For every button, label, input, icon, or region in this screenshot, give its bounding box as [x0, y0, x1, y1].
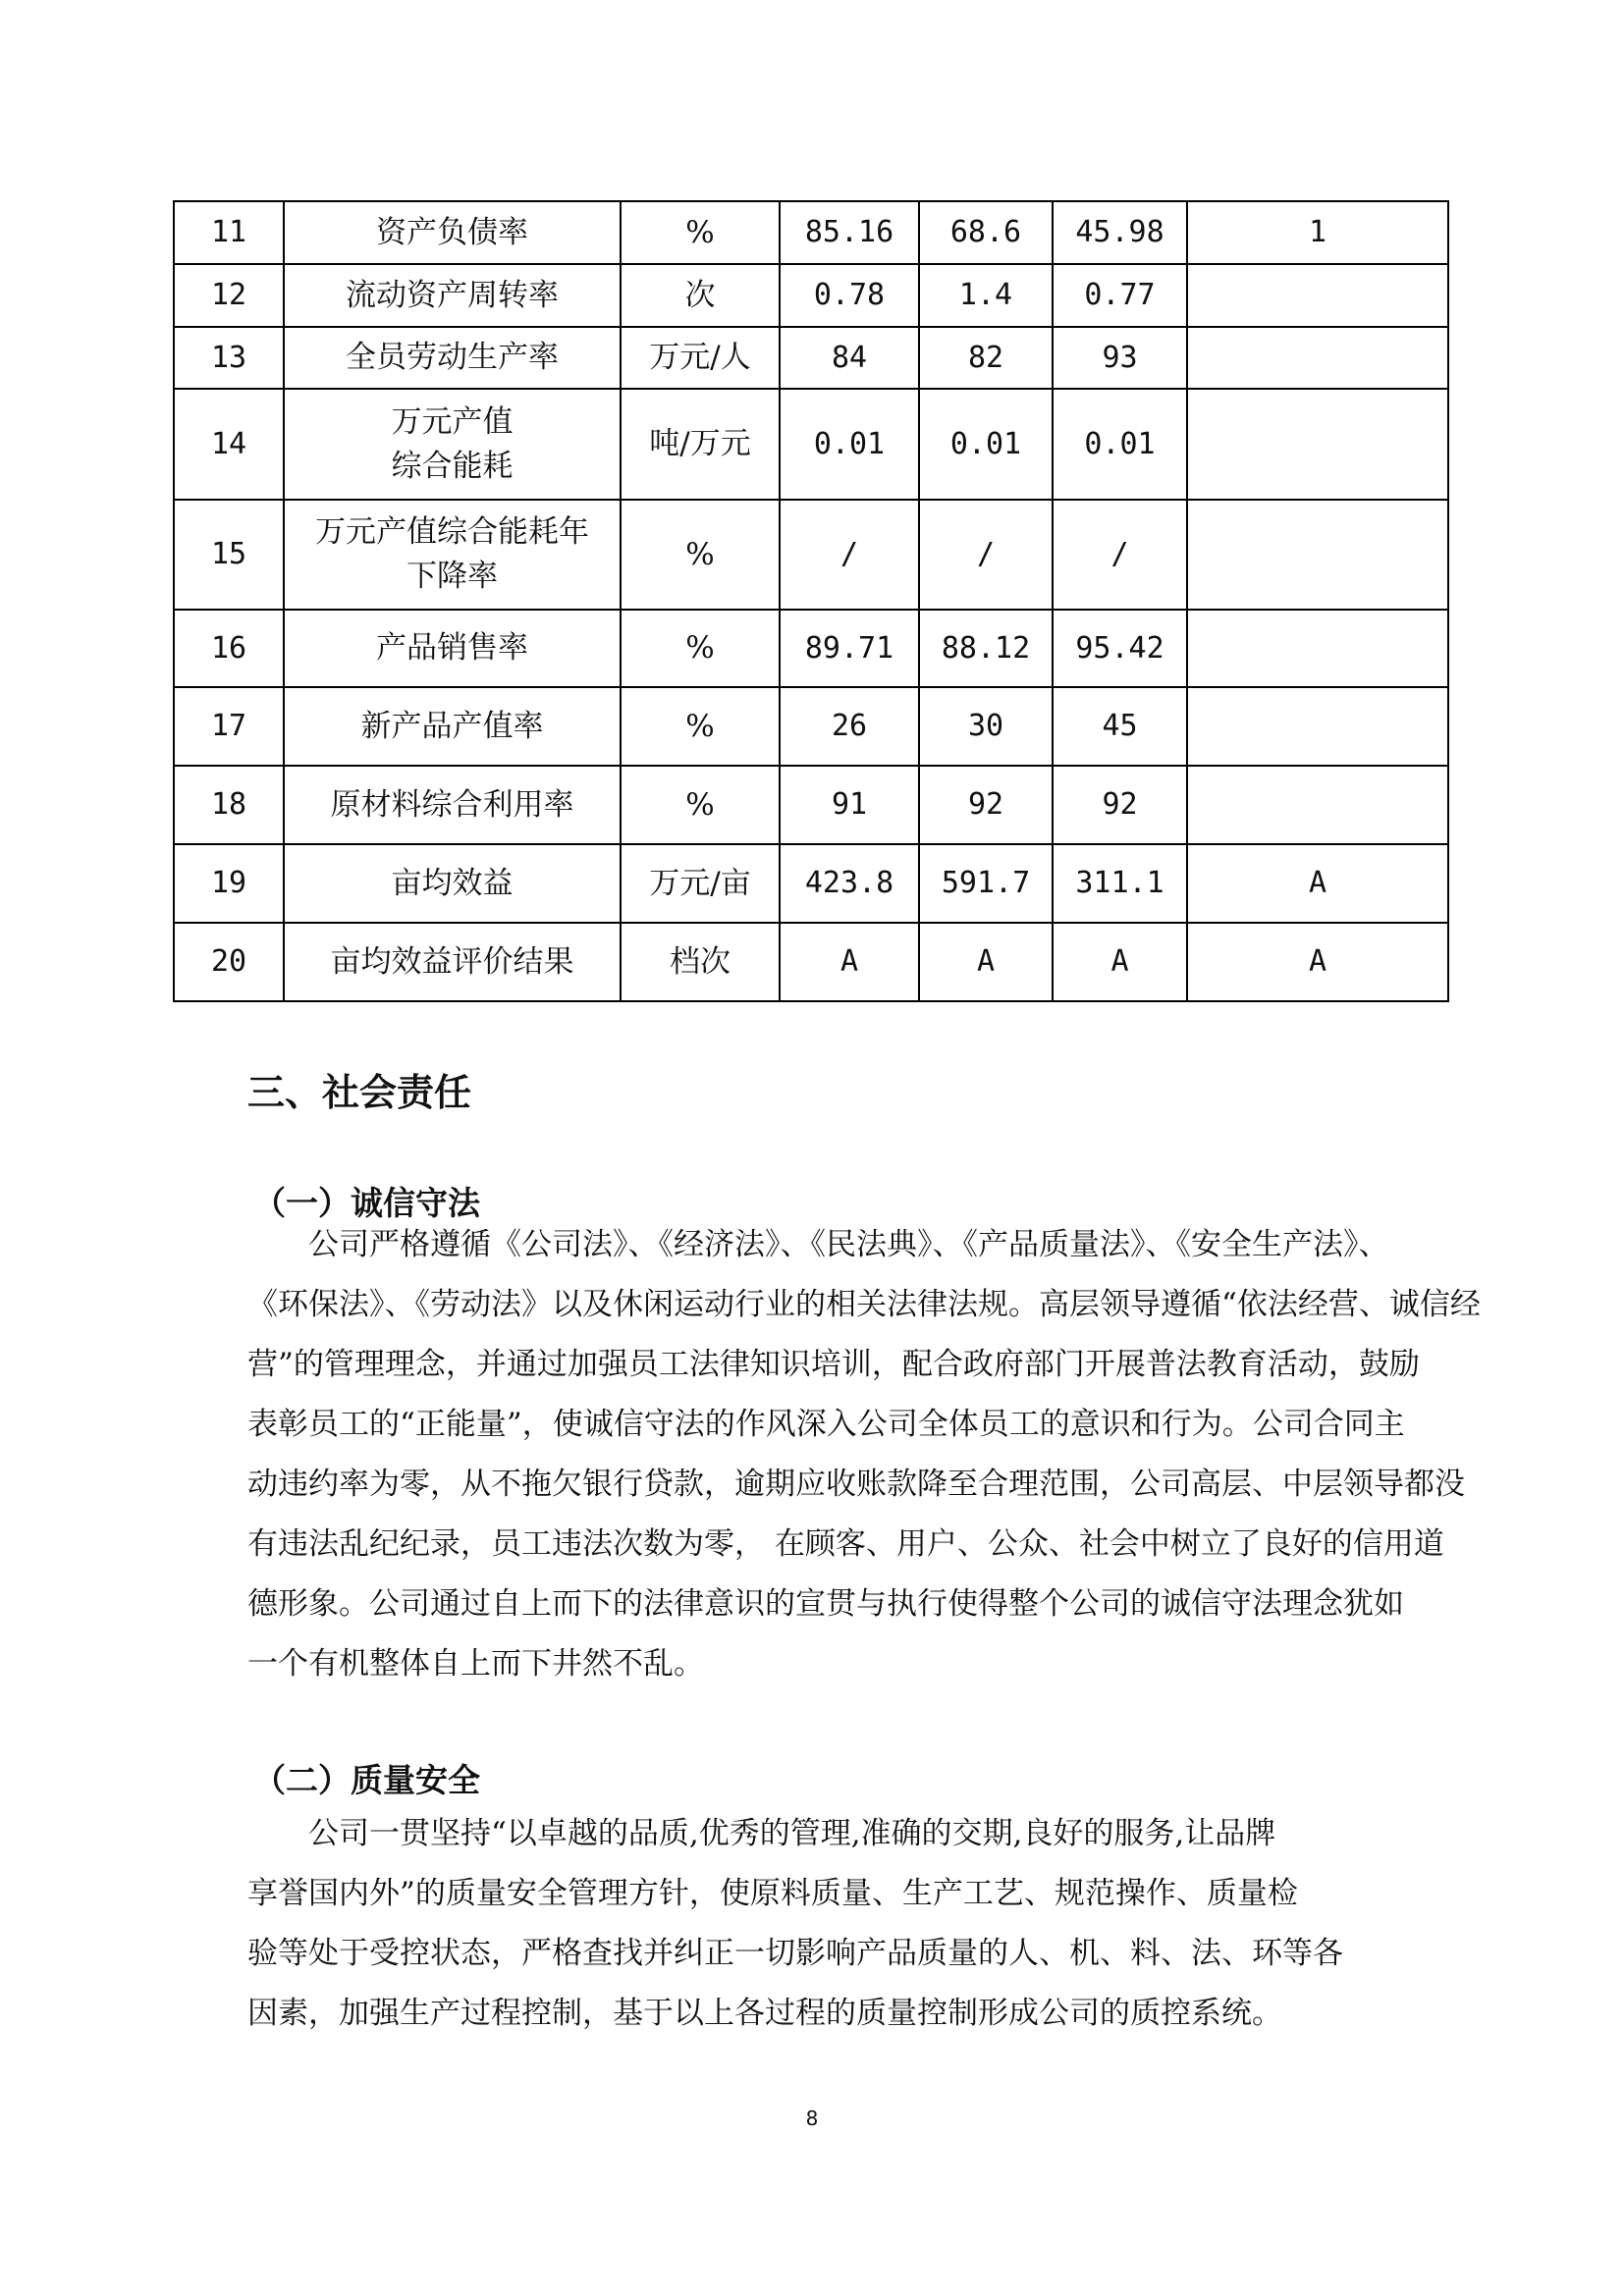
page-number: 8 — [805, 2107, 819, 2130]
note-cell: A — [1187, 923, 1448, 1001]
table-row — [174, 923, 1448, 1001]
value-year1-cell: 85.16 — [780, 201, 919, 264]
value-year2-cell: 30 — [919, 687, 1053, 766]
metrics-table-body — [174, 201, 1448, 1001]
value-year1-cell: 89.71 — [780, 610, 919, 687]
row-number-cell: 18 — [174, 766, 284, 844]
paragraph-line: 一个有机整体自上而下井然不乱。 — [247, 1646, 704, 1682]
table-row — [174, 500, 1448, 610]
value-year1-cell: A — [780, 923, 919, 1001]
value-year3-cell: 93 — [1053, 327, 1187, 389]
indicator-name-cell: 流动资产周转率 — [284, 264, 621, 327]
value-year3-cell: 45 — [1053, 687, 1187, 766]
value-year2-cell: 82 — [919, 327, 1053, 389]
row-number-cell: 19 — [174, 844, 284, 923]
row-number-cell: 14 — [174, 389, 284, 500]
unit-cell: 档次 — [621, 923, 780, 1001]
row-number-cell: 15 — [174, 500, 284, 610]
note-cell — [1187, 500, 1448, 610]
note-cell — [1187, 766, 1448, 844]
note-cell — [1187, 687, 1448, 766]
unit-cell: 次 — [621, 264, 780, 327]
unit-cell: % — [621, 610, 780, 687]
value-year3-cell: 311.1 — [1053, 844, 1187, 923]
value-year3-cell: 45.98 — [1053, 201, 1187, 264]
indicator-name-cell: 新产品产值率 — [284, 687, 621, 766]
table-row — [174, 610, 1448, 687]
paragraph-line: 《环保法》、《劳动法》以及休闲运动行业的相关法律法规。高层领导遵循“依法经营、诚信经 — [247, 1287, 1481, 1322]
value-year2-cell: 1.4 — [919, 264, 1053, 327]
note-cell — [1187, 610, 1448, 687]
note-cell: 1 — [1187, 201, 1448, 264]
indicator-name-cell: 亩均效益 — [284, 844, 621, 923]
value-year3-cell: A — [1053, 923, 1187, 1001]
unit-cell: % — [621, 500, 780, 610]
paragraph-line: 验等处于受控状态，严格查找并纠正一切影响产品质量的人、机、料、法、环等各 — [247, 1936, 1343, 1971]
value-year2-cell: 88.12 — [919, 610, 1053, 687]
indicator-name-cell: 亩均效益评价结果 — [284, 923, 621, 1001]
paragraph-line: 因素，加强生产过程控制，基于以上各过程的质量控制形成公司的质控系统。 — [247, 1996, 1282, 2031]
paragraph-line: 表彰员工的“正能量”，使诚信守法的作风深入公司全体员工的意识和行为。公司合同主 — [247, 1407, 1405, 1442]
row-number-cell: 20 — [174, 923, 284, 1001]
note-cell — [1187, 389, 1448, 500]
subsection-title-quality: （二）质量安全 — [253, 1761, 480, 1799]
unit-cell: 万元/亩 — [621, 844, 780, 923]
row-number-cell: 17 — [174, 687, 284, 766]
value-year1-cell: 0.01 — [780, 389, 919, 500]
note-cell: A — [1187, 844, 1448, 923]
unit-cell: % — [621, 687, 780, 766]
note-cell — [1187, 264, 1448, 327]
table-row — [174, 327, 1448, 389]
paragraph-line: 营”的管理理念，并通过加强员工法律知识培训，配合政府部门开展普法教育活动，鼓励 — [247, 1347, 1420, 1382]
value-year2-cell: 92 — [919, 766, 1053, 844]
unit-cell: % — [621, 766, 780, 844]
unit-cell: 吨/万元 — [621, 389, 780, 500]
value-year3-cell: 0.01 — [1053, 389, 1187, 500]
value-year1-cell: 423.8 — [780, 844, 919, 923]
indicator-name-cell: 原材料综合利用率 — [284, 766, 621, 844]
value-year2-cell: A — [919, 923, 1053, 1001]
paragraph-integrity — [247, 1215, 1487, 1694]
value-year2-cell: 591.7 — [919, 844, 1053, 923]
value-year3-cell: 92 — [1053, 766, 1187, 844]
row-number-cell: 16 — [174, 610, 284, 687]
paragraph-line: 有违法乱纪纪录，员工违法次数为零， 在顾客、用户、公众、社会中树立了良好的信用道 — [247, 1526, 1444, 1562]
unit-cell: 万元/人 — [621, 327, 780, 389]
value-year1-cell: 0.78 — [780, 264, 919, 327]
table-row — [174, 264, 1448, 327]
table-row — [174, 389, 1448, 500]
value-year3-cell: 95.42 — [1053, 610, 1187, 687]
value-year2-cell: 0.01 — [919, 389, 1053, 500]
row-number-cell: 12 — [174, 264, 284, 327]
paragraph-line: 动违约率为零，从不拖欠银行贷款，逾期应收账款降至合理范围，公司高层、中层领导都没 — [247, 1467, 1465, 1502]
indicator-name-cell: 万元产值 综合能耗 — [284, 389, 621, 500]
metrics-table — [173, 200, 1449, 1002]
indicator-name-cell: 全员劳动生产率 — [284, 327, 621, 389]
value-year1-cell: 26 — [780, 687, 919, 766]
value-year3-cell: 0.77 — [1053, 264, 1187, 327]
value-year2-cell: 68.6 — [919, 201, 1053, 264]
paragraph-line: 公司严格遵循《公司法》、《经济法》、《民法典》、《产品质量法》、《安全生产法》、 — [308, 1227, 1389, 1262]
table-row — [174, 687, 1448, 766]
table-row — [174, 844, 1448, 923]
indicator-name-cell: 万元产值综合能耗年 下降率 — [284, 500, 621, 610]
paragraph-quality — [247, 1804, 1396, 2044]
value-year2-cell: / — [919, 500, 1053, 610]
value-year1-cell: 84 — [780, 327, 919, 389]
note-cell — [1187, 327, 1448, 389]
value-year3-cell: / — [1053, 500, 1187, 610]
value-year1-cell: 91 — [780, 766, 919, 844]
row-number-cell: 13 — [174, 327, 284, 389]
paragraph-line: 德形象。公司通过自上而下的法律意识的宣贯与执行使得整个公司的诚信守法理念犹如 — [247, 1586, 1404, 1622]
indicator-name-cell: 资产负债率 — [284, 201, 621, 264]
paragraph-line: 公司一贯坚持“以卓越的品质,优秀的管理,准确的交期,良好的服务,让品牌 — [308, 1816, 1276, 1851]
unit-cell: % — [621, 201, 780, 264]
paragraph-line: 享誉国内外”的质量安全管理方针，使原料质量、生产工艺、规范操作、质量检 — [247, 1876, 1298, 1911]
table-row — [174, 201, 1448, 264]
subsection-title-integrity: （一）诚信守法 — [253, 1184, 480, 1222]
section-title: 三、社会责任 — [247, 1071, 472, 1114]
row-number-cell: 11 — [174, 201, 284, 264]
table-row — [174, 766, 1448, 844]
indicator-name-cell: 产品销售率 — [284, 610, 621, 687]
value-year1-cell: / — [780, 500, 919, 610]
